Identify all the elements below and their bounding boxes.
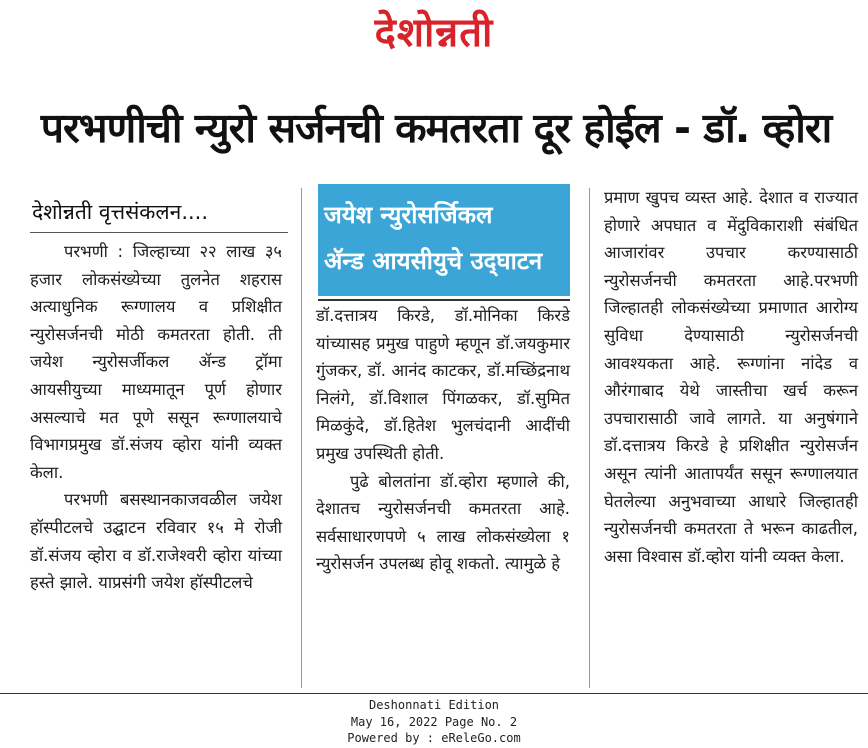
- subheading-rule: [318, 299, 570, 301]
- article-column-1: [30, 238, 282, 597]
- footer-powered-by: Powered by : eReleGo.com: [347, 731, 521, 745]
- subheading-line: जयेश न्युरोसर्जिकल: [324, 201, 493, 229]
- footer: [0, 697, 868, 747]
- subheading-box: [318, 184, 570, 296]
- subheading-line: ॲन्ड आयसीयुचे उद्‌घाटन: [324, 247, 543, 275]
- paragraph: प्रमाण खुपच व्यस्त आहे. देशात व राज्यात होणारे अपघात व मेंदुविकाराशी संबंधित आजारांवर उपचार करण्यासाठी न्युरोसर्जनची कमतरता आहे.परभणी जिल्हातही लोकसंख्येच्या प्रमाणात आरोग्य सुविधा देण्यासाठी न्युरोसर्जनची आवश्यकता आहे. रूग्णांना नांदेड व औरंगाबाद येथे जास्तीचा खर्च करून उपचारासाठी जावे लागते. या अनुषंगाने डॉ.दत्तात्रय किरडे हे प्रशिक्षीत न्युरोसर्जन असून त्यांनी आतापर्यंत ससून रूग्णालयात घेतलेल्या अनुभवाच्या आधारे जिल्हातही न्युरोसर्जनची कमतरता ते भरून काढतील, असा विश्वास डॉ.व्होरा यांनी व्यक्त केला.: [604, 188, 858, 566]
- article-column-2: [316, 302, 570, 578]
- byline: देशोन्नती वृत्तसंकलन....: [32, 200, 209, 224]
- masthead-logo: देशोन्नती: [374, 10, 494, 56]
- paragraph: डॉ.दत्तात्रय किरडे, डॉ.मोनिका किरडे यांच्यासह प्रमुख पाहुणे म्हणून डॉ.जयकुमार गुंजकर, डॉ. आनंद काटकर, डॉ.मच्छिंद्रनाथ निलंगे, डॉ.विशाल पिंगळकर, डॉ.सुमित मिळकुंदे, डॉ.हितेश भुलचंदानी आदींची प्रमुख उपस्थिती होती.: [316, 306, 570, 463]
- paragraph: परभणी बसस्थानकाजवळील जयेश हॉस्पीटलचे उद्घाटन रविवार १५ मे रोजी डॉ.संजय व्होरा व डॉ.राजेश्वरी व्होरा यांच्या हस्ते झाले. याप्रसंगी जयेश हॉस्पीटलचे: [30, 490, 282, 593]
- footer-edition: Deshonnati Edition: [368, 698, 500, 712]
- paragraph: परभणी : जिल्हाच्या २२ लाख ३५ हजार लोकसंख्येच्या तुलनेत शहरास अत्याधुनिक रूग्णालय व प्रशिक्षीत न्युरोसर्जनची मोठी कमतरता होती. ती जयेश न्युरोसर्जीकल ॲन्ड ट्रॉमा आयसीयुच्या माध्यमातून पूर्ण होणार असल्याचे मत पूणे ससून रूग्णालयाचे विभागप्रमुख डॉ.संजय व्होरा यांनी व्यक्त केला.: [30, 242, 282, 482]
- footer-divider: [0, 693, 868, 694]
- byline-underline: [30, 232, 288, 233]
- article-column-3: [604, 184, 858, 570]
- paragraph: पुढे बोलतांना डॉ.व्होरा म्हणाले की, देशातच न्युरोसर्जनची कमतरता आहे. सर्वसाधारणपणे ५ लाख लोकसंख्येला १ न्युरोसर्जन उपलब्ध होवू शकतो. त्यामुळे हे: [316, 471, 570, 574]
- footer-date-page: May 16, 2022 Page No. 2: [350, 714, 518, 729]
- column-divider: [301, 188, 302, 688]
- headline: परभणीची न्युरो सर्जनची कमतरता दूर होईल - डॉ. व्होरा: [40, 104, 832, 152]
- column-divider: [589, 188, 590, 688]
